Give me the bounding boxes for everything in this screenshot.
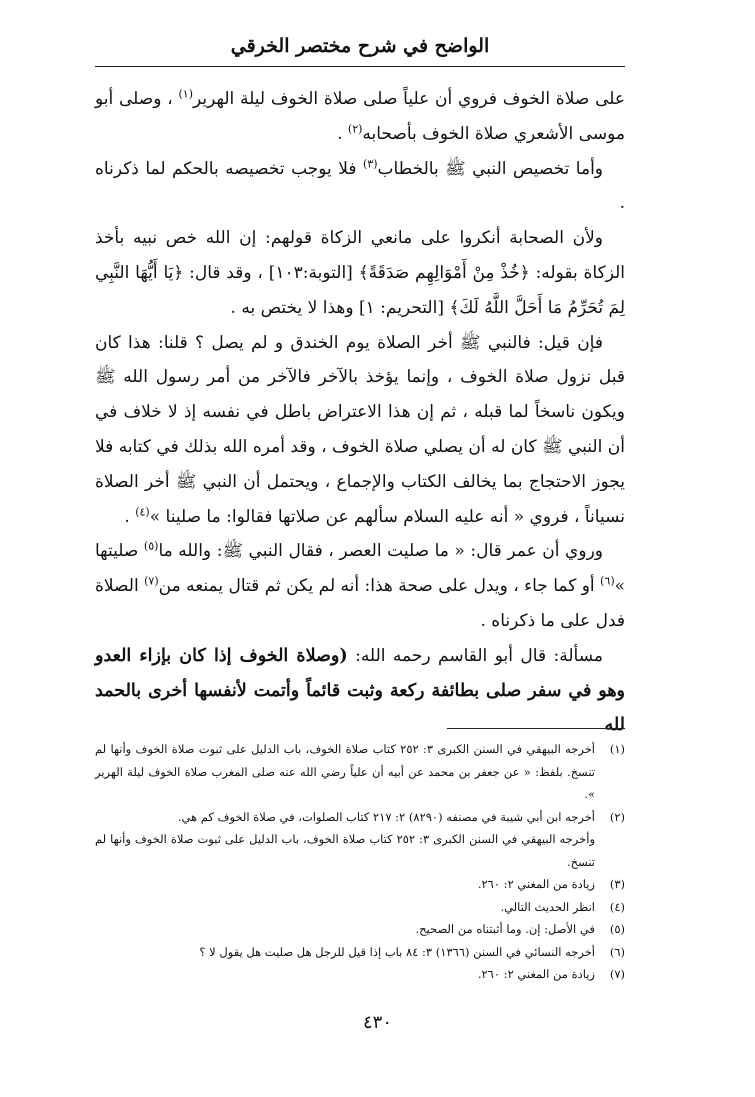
footnote-ref-2[interactable]: (٢) [347, 122, 363, 136]
footnote-ref-7[interactable]: (٧) [144, 574, 159, 588]
footnote-ref-3[interactable]: (٣) [362, 156, 378, 170]
footnote-divider [447, 728, 625, 729]
running-header [95, 30, 625, 62]
header-divider [95, 66, 625, 67]
paragraph-6-masala: مسألة: قال أبو القاسم رحمه الله: (وصلاة الخوف إذا كان بإزاء العدو وهو في سفر صلى بطائفة ركعة وثبت قائماً وأتمت لأنفسها أخرى بالحمد لله [95, 645, 625, 736]
paragraph-4: فإن قيل: فالنبي ﷺ أخر الصلاة يوم الخندق و لم يصل ؟ قلنا: هذا كان قبل نزول صلاة الخوف ، وإنما يؤخذ بالآخر فالآخر من أمر رسول الله ﷺ ويكون ناسخاً لما قبله ، ثم إن هذا الاعتراض باطل في نفسه إذ لا خلاف في أن النبي ﷺ كان له أن يصلي صلاة الخوف ، وقد أمره الله بذلك في كتابه فلا يجوز الاحتجاج بما يخالف الكتاب والإجماع ، ويحتمل أن النبي ﷺ أخر الصلاة نسياناً ، فروي « أنه عليه السلام سألهم عن صلاتها فقالوا: ما صلينا »$^{(٤)}$ . [95, 332, 625, 527]
footnote-ref-4[interactable]: (٤) [135, 504, 150, 518]
footnote-item: (٣) زيادة من المغني ٢: ٢٦٠. [477, 877, 625, 891]
page-number: ٤٣٠ [362, 1012, 392, 1033]
footnote-item: (٧) زيادة من المغني ٢: ٢٦٠. [477, 967, 625, 981]
matn-quote: (وصلاة الخوف إذا كان بإزاء العدو وهو في سفر صلى بطائفة ركعة وثبت قائماً وأتمت لأنفسها أخرى بالحمد لله [95, 645, 625, 736]
footnote-ref-6[interactable]: (٦) [600, 574, 615, 588]
footnotes [95, 738, 625, 986]
footnote-ref-5[interactable]: (٥) [143, 539, 159, 553]
footnote-continuation: وأخرجه البيهقي في السنن الكبرى ٣: ٢٥٢ كتاب صلاة الخوف، باب الدليل على ثبوت صلاة الخوف وأنها لم تنسخ. [95, 832, 595, 869]
paragraph-5: وروي أن عمر قال: « ما صليت العصر ، فقال النبي ﷺ: والله ما$^{(٥)}$ صليتها »$^{(٦)}$ أو كما جاء ، ويدل على صحة هذا: أنه لم يكن ثم قتال يمنعه من$^{(٧)}$ الصلاة فدل على ما ذكرناه . [95, 539, 626, 631]
footnote-item: (٢) أخرجه ابن أبي شيبة في مصنفه (٨٢٩٠) ٢: ٢١٧ كتاب الصلوات، في صلاة الخوف كم هي. [177, 809, 625, 824]
footnote-item: (١) أخرجه البيهقي في السنن الكبرى ٣: ٢٥٢ كتاب صلاة الخوف، باب الدليل على ثبوت صلاة الخوف وأنها لم تنسخ. بلفظ: « عن جعفر بن محمد عن أبيه أن علياً رضي الله عنه صلى المغرب صلاة الخوف ليلة الهرير ». [95, 742, 625, 801]
paragraph-1: على صلاة الخوف فروي أن علياً صلى صلاة الخوف ليلة الهرير$^{(١)}$ ، وصلى أبو موسى الأشعري صلاة الخوف بأصحابه$^{(٢)}$ . [95, 87, 626, 144]
book-title: الواضح في شرح مختصر الخرقي [230, 35, 490, 57]
paragraph-3: ولأن الصحابة أنكروا على مانعي الزكاة قولهم: إن الله خص نبيه بأخذ الزكاة بقوله: ﴿خُذْ مِنْ أَمْوَالِهِم صَدَقَةً﴾ [التوبة:١٠٣] ، وقد قال: ﴿يَا أَيُّهَا النَّبِي لِمَ تُحَرِّمُ مَا أَحَلَّ اللَّهُ لَكَ﴾ [التحريم: ١] وهذا لا يختص به . [95, 228, 625, 318]
footnote-ref-1[interactable]: (١) [178, 87, 194, 101]
main-text [95, 82, 625, 743]
footnote-item: (٦) أخرجه النسائي في السنن (١٣٦٦) ٣: ٨٤ باب إذا قيل للرجل هل صليت هل يقول لا ؟ [199, 944, 625, 959]
footnote-item: (٥) في الأصل: إن. وما أثبتناه من الصحيح. [415, 922, 625, 936]
paragraph-2: وأما تخصيص النبي ﷺ بالخطاب$^{(٣)}$ فلا يوجب تخصيصه بالحكم لما ذكرناه . [95, 156, 625, 214]
footnote-item: (٤) انظر الحديث التالي. [500, 899, 625, 914]
